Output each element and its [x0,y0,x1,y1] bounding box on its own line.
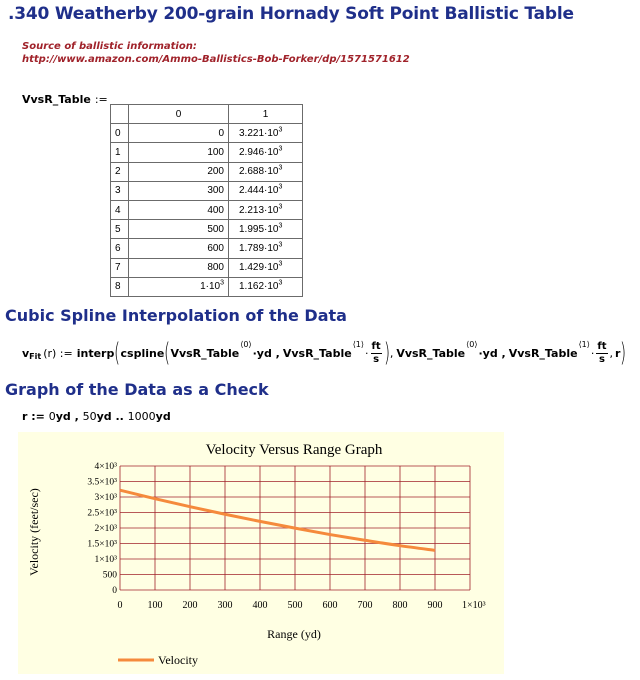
y-tick-label: 1.5×10³ [87,539,117,550]
col-sup-1b: ⟨1⟩ [578,339,590,349]
row-index: 6 [111,239,129,258]
velocity-cell[interactable] [229,239,303,258]
y-tick-label: 4×10³ [94,462,117,472]
x-tick-label: 0 [117,600,123,611]
velocity-exponent: 3 [278,145,283,153]
chart-svg [18,432,504,674]
y-tick-label: 3×10³ [94,493,117,503]
table-row [111,181,303,200]
y-tick-labels [87,462,117,596]
formula-v: v [22,346,30,360]
formula-sub: Fit [29,351,42,361]
velocity-cell[interactable] [229,200,303,219]
row-index: 2 [111,162,129,181]
range-cell[interactable] [129,162,229,181]
x-tick-label: 600 [322,600,338,611]
x-tick-label: 500 [287,600,303,611]
formula-table-2: VvsR_Table [282,346,352,360]
source-url[interactable]: http://www.amazon.com/Ammo-Ballistics-Bob-Forker/dp/1571571612 [22,54,410,65]
velocity-cell[interactable] [229,258,303,277]
formula-comma-1: , [389,346,394,360]
ft-per-s-fraction-2 [596,341,607,366]
formula-table-1: VvsR_Table [170,346,240,360]
row-index: 4 [111,200,129,219]
formula-table-3: VvsR_Table [396,346,466,360]
fit-formula[interactable] [22,336,627,370]
x-tick-label: 700 [357,600,373,611]
velocity-exponent: 3 [278,126,283,134]
paren-close-outer: ) [620,338,627,368]
velocity-exponent: 3 [278,184,283,192]
range-cell[interactable] [129,220,229,239]
table-row [111,143,303,162]
velocity-range-table[interactable] [110,104,303,297]
table-name: VvsR_Table [22,93,91,106]
table-definition [22,93,108,106]
row-index: 7 [111,258,129,277]
formula-comma-2: , [609,346,614,360]
range-cell[interactable] [129,258,229,277]
velocity-cell[interactable] [229,162,303,181]
y-tick-label: 2×10³ [94,524,117,534]
row-index: 5 [111,220,129,239]
y-tick-label: 1×10³ [94,555,117,565]
spline-section-heading: Cubic Spline Interpolation of the Data [5,306,347,325]
velocity-cell[interactable] [229,220,303,239]
col-header-1: 1 [229,105,303,124]
velocity-cell[interactable] [229,124,303,143]
assign-operator: := [94,93,108,106]
row-index: 1 [111,143,129,162]
s-denominator-1: s [373,353,380,365]
paren-open-inner: ( [164,338,171,368]
range-value: 0 [218,127,224,139]
col-sup-0b: ⟨0⟩ [466,339,478,349]
row-index: 0 [111,124,129,143]
table-row [111,258,303,277]
dot-op: · [365,346,369,360]
x-tick-label: 1×10³ [462,600,486,611]
range-sep2: yd .. [96,410,128,423]
y-axis-label: Velocity (feet/sec) [27,488,41,576]
row-index: 3 [111,181,129,200]
formula-yd-1: ·yd , [252,346,280,360]
velocity-cell[interactable] [229,181,303,200]
formula-arg: (r) := [43,346,73,360]
range-value: 500 [207,223,224,235]
range-definition[interactable] [22,410,171,423]
ft-numerator-1: ft [371,340,381,352]
table-row [111,124,303,143]
range-value: 800 [207,262,224,274]
velocity-exponent: 3 [278,260,283,268]
velocity-mantissa: 3.221·10 [239,127,279,139]
x-tick-label: 100 [147,600,163,611]
velocity-mantissa: 2.688·10 [239,166,279,178]
col-sup-1a: ⟨1⟩ [352,339,365,349]
range-start: 0 [48,410,56,423]
col-header-0: 0 [129,105,229,124]
range-value: 1·10 [200,281,221,293]
range-cell[interactable] [129,181,229,200]
x-tick-label: 200 [182,600,198,611]
table-row [111,220,303,239]
velocity-exponent: 3 [278,279,283,287]
s-denominator-2: s [599,353,605,365]
range-cell[interactable] [129,143,229,162]
range-lhs: r := [22,410,49,423]
range-step: 50 [82,410,97,423]
range-end: 1000 [127,410,156,423]
range-value: 400 [207,204,224,216]
source-label: Source of ballistic information: [22,41,197,52]
range-cell[interactable] [129,124,229,143]
page-title: .340 Weatherby 200-grain Hornady Soft Point Ballistic Table [8,4,574,24]
table-row [111,200,303,219]
range-cell[interactable] [129,277,229,296]
ft-per-s-fraction-1 [371,341,382,366]
graph-section-heading: Graph of the Data as a Check [5,380,269,399]
velocity-cell[interactable] [229,277,303,296]
velocity-mantissa: 1.162·10 [239,281,279,293]
velocity-mantissa: 2.444·10 [239,185,279,197]
velocity-range-chart[interactable] [18,432,504,674]
x-tick-labels [118,600,486,611]
formula-yd-2: ·yd , [478,346,506,360]
x-tick-label: 400 [252,600,268,611]
ft-numerator-2: ft [597,340,607,352]
y-tick-label: 0 [112,586,117,596]
x-tick-label: 800 [392,600,408,611]
formula-r: r [615,346,621,360]
y-tick-label: 500 [102,570,117,581]
table-row [111,277,303,296]
chart-title: Velocity Versus Range Graph [205,442,383,458]
row-index: 8 [111,277,129,296]
velocity-exponent: 3 [278,164,283,172]
range-unit: yd [155,410,171,423]
y-tick-label: 3.5×10³ [87,477,117,488]
paren-close-inner: ) [383,338,390,368]
range-exponent: 3 [220,279,224,287]
table-row [111,162,303,181]
x-tick-label: 300 [217,600,233,611]
range-cell[interactable] [129,239,229,258]
velocity-exponent: 3 [278,222,283,230]
velocity-mantissa: 1.429·10 [239,262,279,274]
range-cell[interactable] [129,200,229,219]
range-value: 600 [207,242,224,254]
x-axis-label: Range (yd) [267,627,321,641]
col-sup-0a: ⟨0⟩ [240,339,252,349]
velocity-mantissa: 1.995·10 [239,223,279,235]
source-note [22,40,410,66]
paren-open-outer: ( [114,338,121,368]
formula-interp: interp [76,346,115,360]
dot-op-2: · [590,346,595,360]
legend-label-velocity: Velocity [158,653,198,667]
velocity-exponent: 3 [278,203,283,211]
velocity-exponent: 3 [278,241,283,249]
table-row [111,239,303,258]
formula-cspline: cspline [120,346,165,360]
x-tick-label: 900 [427,600,443,611]
range-value: 300 [207,185,224,197]
velocity-series-line [120,490,435,550]
range-value: 200 [207,166,224,178]
range-sep1: yd , [55,410,83,423]
range-value: 100 [207,146,224,158]
formula-table-4: VvsR_Table [508,346,578,360]
velocity-cell[interactable] [229,143,303,162]
table-corner [111,105,129,124]
velocity-mantissa: 2.946·10 [239,146,279,158]
velocity-mantissa: 1.789·10 [239,242,279,254]
y-tick-label: 2.5×10³ [87,508,117,519]
velocity-mantissa: 2.213·10 [239,204,279,216]
